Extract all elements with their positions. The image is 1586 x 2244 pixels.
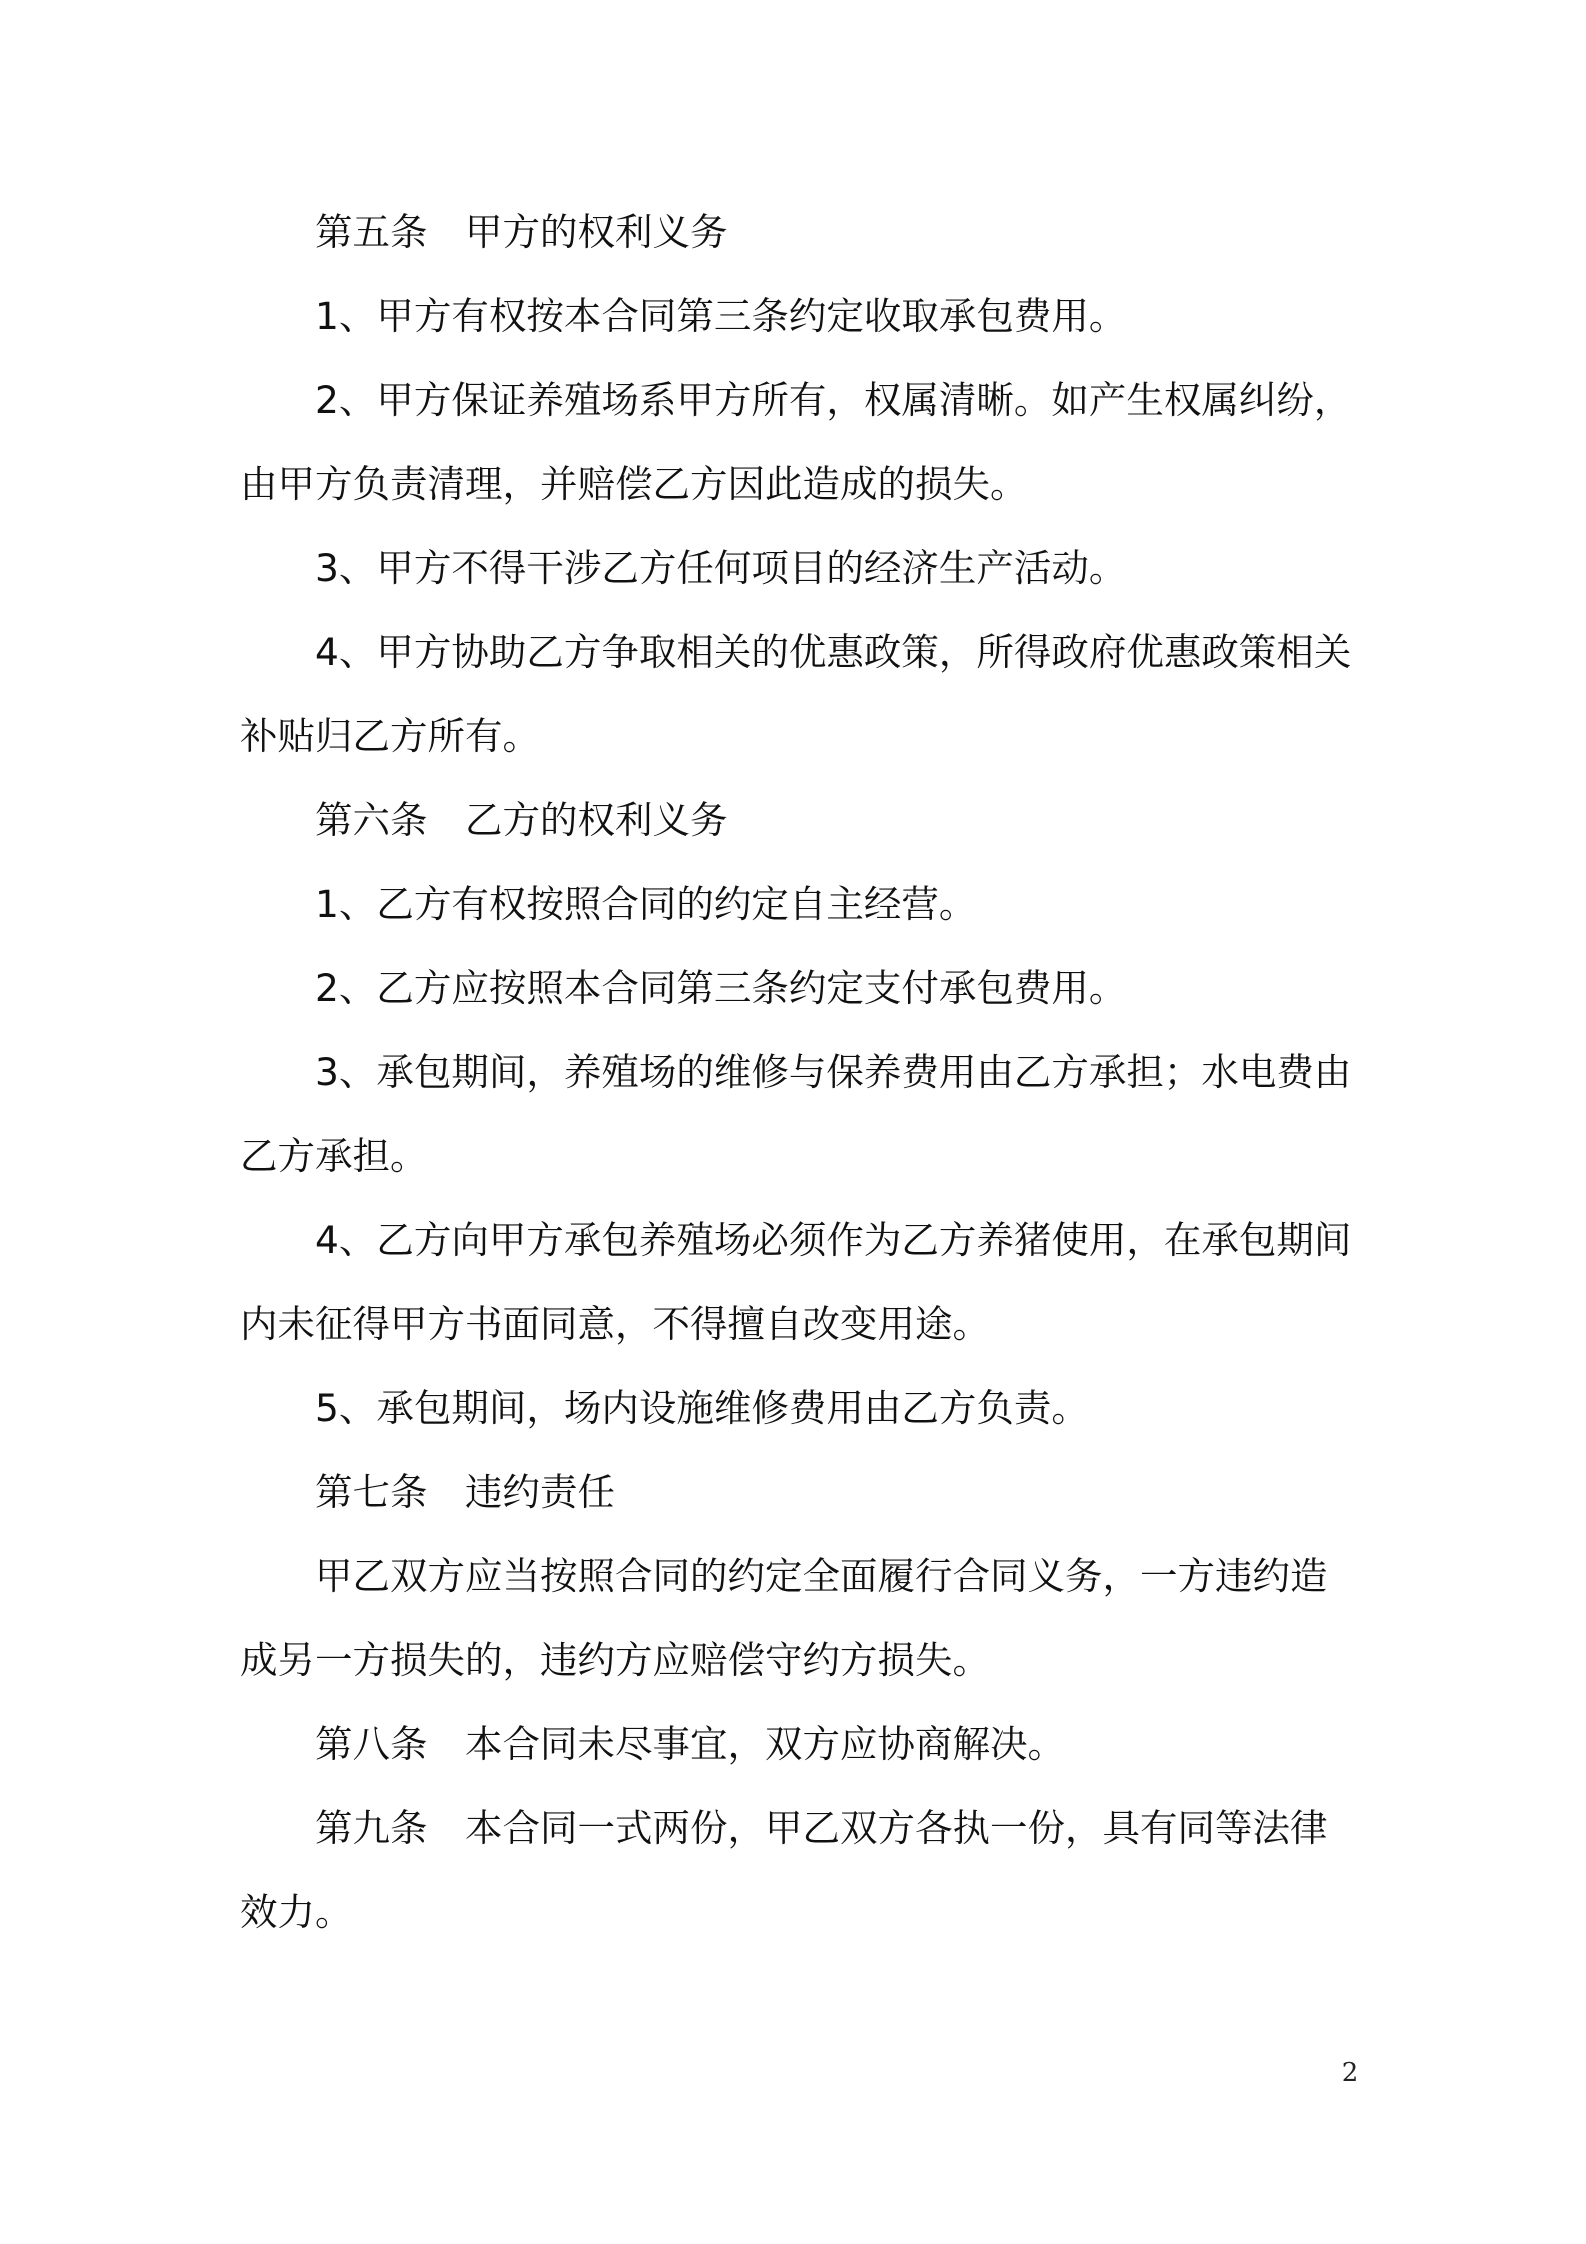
article-5-clause-1: 1、甲方有权按本合同第三条约定收取承包费用。 — [315, 294, 1127, 338]
document-body — [240, 190, 1360, 1954]
article-6-clause-5: 5、承包期间，场内设施维修费用由乙方负责。 — [315, 1386, 1089, 1430]
article-8: 第八条 本合同未尽事宜，双方应协商解决。 — [315, 1722, 1065, 1766]
article-6-clause-2: 2、乙方应按照本合同第三条约定支付承包费用。 — [315, 966, 1127, 1010]
article-6-heading: 第六条 乙方的权利义务 — [315, 798, 728, 842]
page-number: 2 — [1341, 2058, 1359, 2088]
article-5-clause-3: 3、甲方不得干涉乙方任何项目的经济生产活动。 — [315, 546, 1127, 590]
article-5-clause-4: 4、甲方协助乙方争取相关的优惠政策，所得政府优惠政策相关补贴归乙方所有。 — [240, 630, 1352, 758]
article-5-heading: 第五条 甲方的权利义务 — [315, 210, 728, 254]
article-9: 第九条 本合同一式两份，甲乙双方各执一份，具有同等法律效力。 — [240, 1806, 1328, 1934]
article-6-clause-4: 4、乙方向甲方承包养殖场必须作为乙方养猪使用，在承包期间内未征得甲方书面同意，不得擅自改变用途。 — [240, 1218, 1352, 1346]
article-6-clause-3: 3、承包期间，养殖场的维修与保养费用由乙方承担；水电费由乙方承担。 — [240, 1050, 1352, 1178]
article-5-clause-2: 2、甲方保证养殖场系甲方所有，权属清晰。如产生权属纠纷，由甲方负责清理，并赔偿乙方因此造成的损失。 — [240, 378, 1352, 506]
article-7-body: 甲乙双方应当按照合同的约定全面履行合同义务，一方违约造成另一方损失的，违约方应赔偿守约方损失。 — [240, 1554, 1328, 1682]
article-6-clause-1: 1、乙方有权按照合同的约定自主经营。 — [315, 882, 977, 926]
article-7-heading: 第七条 违约责任 — [315, 1470, 615, 1514]
